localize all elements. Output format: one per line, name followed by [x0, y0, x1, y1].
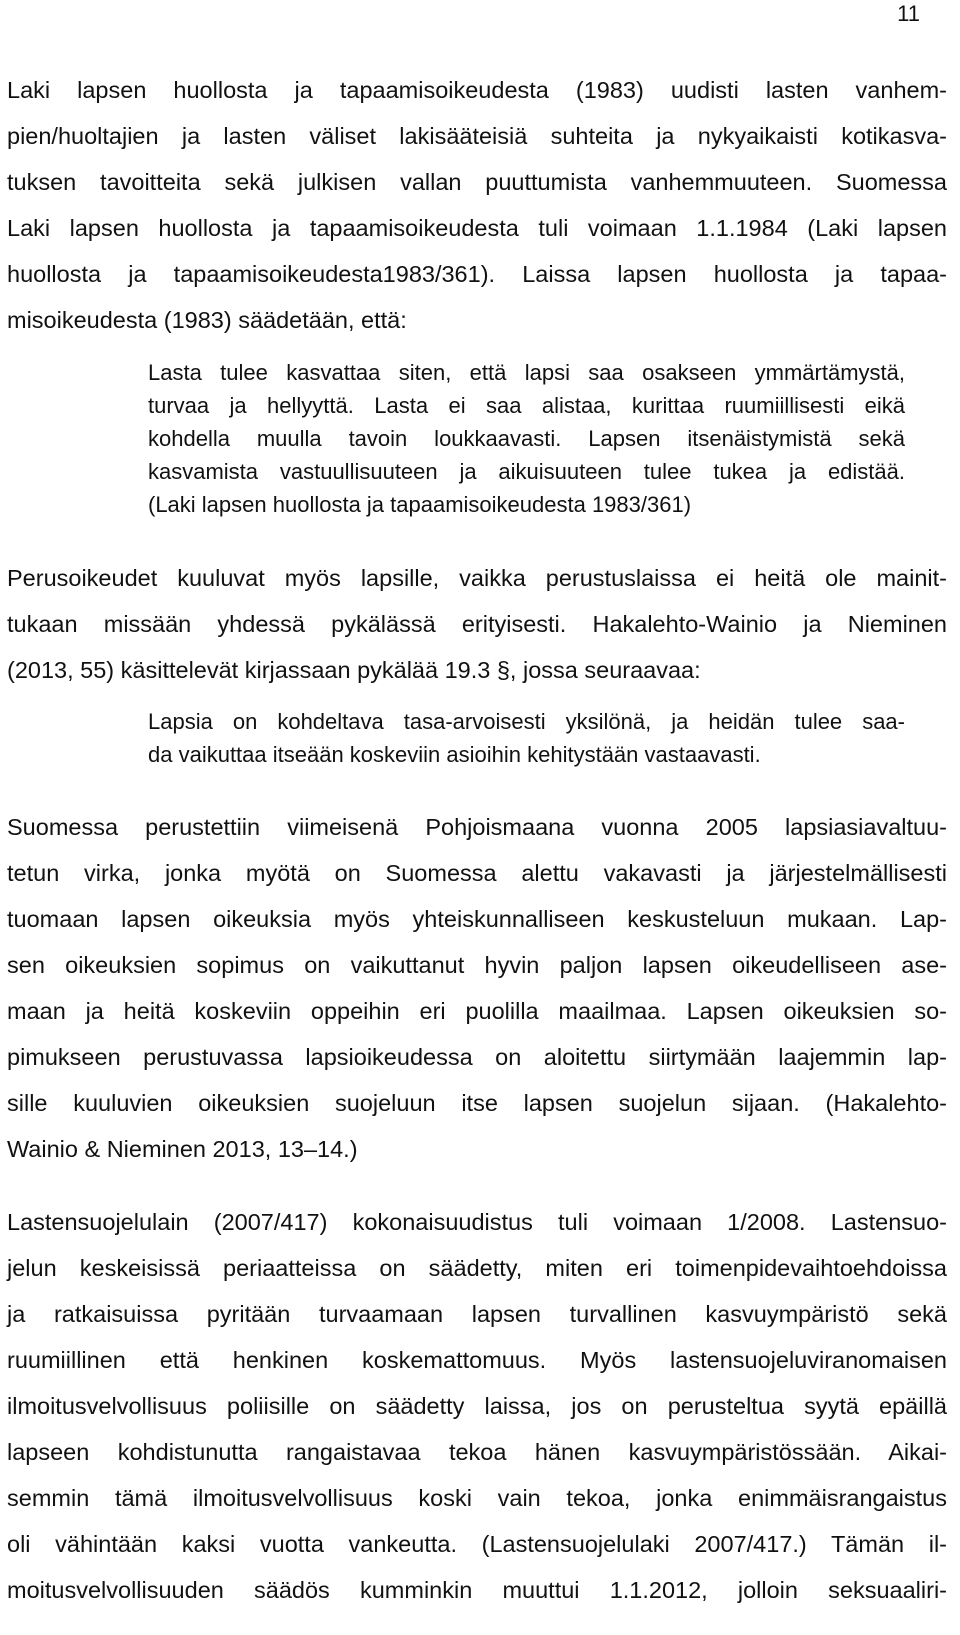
- text-line: ilmoitusvelvollisuus poliisille on säädetty laissa, jos on perusteltua syytä epäillä: [7, 1393, 947, 1419]
- text-line: maan ja heitä koskeviin oppeihin eri puolilla maailmaa. Lapsen oikeuksien so-: [7, 998, 947, 1024]
- page-number: 11: [897, 1, 920, 26]
- text-line: Suomessa perustettiin viimeisenä Pohjoismaana vuonna 2005 lapsiasiavaltuu-: [7, 814, 947, 840]
- text-line: Perusoikeudet kuuluvat myös lapsille, vaikka perustuslaissa ei heitä ole mainit-: [7, 565, 947, 591]
- text-line: ja ratkaisuissa pyritään turvaamaan lapsen turvallinen kasvuympäristö sekä: [7, 1301, 947, 1327]
- text-line: sen oikeuksien sopimus on vaikuttanut hyvin paljon lapsen oikeudelliseen ase-: [7, 952, 947, 978]
- text-line: Wainio & Nieminen 2013, 13–14.): [7, 1136, 358, 1162]
- text-line: huollosta ja tapaamisoikeudesta1983/361). Laissa lapsen huollosta ja tapaa-: [7, 261, 947, 287]
- quote-line: Lasta tulee kasvattaa siten, että lapsi saa osakseen ymmärtämystä,: [148, 360, 905, 385]
- text-line: pimukseen perustuvassa lapsioikeudessa on aloitettu siirtymään laajemmin lap-: [7, 1044, 947, 1070]
- text-line: Laki lapsen huollosta ja tapaamisoikeudesta tuli voimaan 1.1.1984 (Laki lapsen: [7, 215, 947, 241]
- quote-line: kasvamista vastuullisuuteen ja aikuisuuteen tulee tukea ja edistää.: [148, 459, 905, 484]
- text-line: misoikeudesta (1983) säädetään, että:: [7, 307, 407, 333]
- quote-line: da vaikuttaa itseään koskeviin asioihin kehitystään vastaavasti.: [148, 742, 761, 767]
- text-line: semmin tämä ilmoitusvelvollisuus koski vain tekoa, jonka enimmäisrangaistus: [7, 1485, 947, 1511]
- text-line: pien/huoltajien ja lasten väliset lakisääteisiä suhteita ja nykyaikaisti kotikasva-: [7, 123, 947, 149]
- quote-line: (Laki lapsen huollosta ja tapaamisoikeudesta 1983/361): [148, 492, 692, 517]
- text-line: tetun virka, jonka myötä on Suomessa alettu vakavasti ja järjestelmällisesti: [7, 860, 947, 886]
- text-line: oli vähintään kaksi vuotta vankeutta. (Lastensuojelulaki 2007/417.) Tämän il-: [7, 1531, 947, 1557]
- quote-line: Lapsia on kohdeltava tasa-arvoisesti yksilönä, ja heidän tulee saa-: [148, 709, 905, 734]
- text-line: sille kuuluvien oikeuksien suojeluun itse lapsen suojelun sijaan. (Hakalehto-: [7, 1090, 947, 1116]
- text-line: ruumiillinen että henkinen koskemattomuus. Myös lastensuojeluviranomaisen: [7, 1347, 947, 1373]
- text-line: tuomaan lapsen oikeuksia myös yhteiskunnalliseen keskusteluun mukaan. Lap-: [7, 906, 947, 932]
- text-line: Laki lapsen huollosta ja tapaamisoikeudesta (1983) uudisti lasten vanhem-: [7, 77, 947, 103]
- text-line: (2013, 55) käsittelevät kirjassaan pykälää 19.3 §, jossa seuraavaa:: [7, 657, 701, 683]
- text-line: Lastensuojelulain (2007/417) kokonaisuudistus tuli voimaan 1/2008. Lastensuo-: [7, 1209, 947, 1235]
- text-line: tukaan missään yhdessä pykälässä erityisesti. Hakalehto-Wainio ja Nieminen: [7, 611, 947, 637]
- quote-line: kohdella muulla tavoin loukkaavasti. Lapsen itsenäistymistä sekä: [148, 426, 905, 451]
- text-line: lapseen kohdistunutta rangaistavaa tekoa hänen kasvuympäristössään. Aikai-: [7, 1439, 947, 1465]
- text-line: jelun keskeisissä periaatteissa on säädetty, miten eri toimenpidevaihtoehdoissa: [7, 1255, 947, 1281]
- text-line: moitusvelvollisuuden säädös kumminkin muuttui 1.1.2012, jolloin seksuaaliri-: [7, 1577, 947, 1603]
- text-line: tuksen tavoitteita sekä julkisen vallan puuttumista vanhemmuuteen. Suomessa: [7, 169, 947, 195]
- quote-line: turvaa ja hellyyttä. Lasta ei saa alistaa, kurittaa ruumiillisesti eikä: [148, 393, 905, 418]
